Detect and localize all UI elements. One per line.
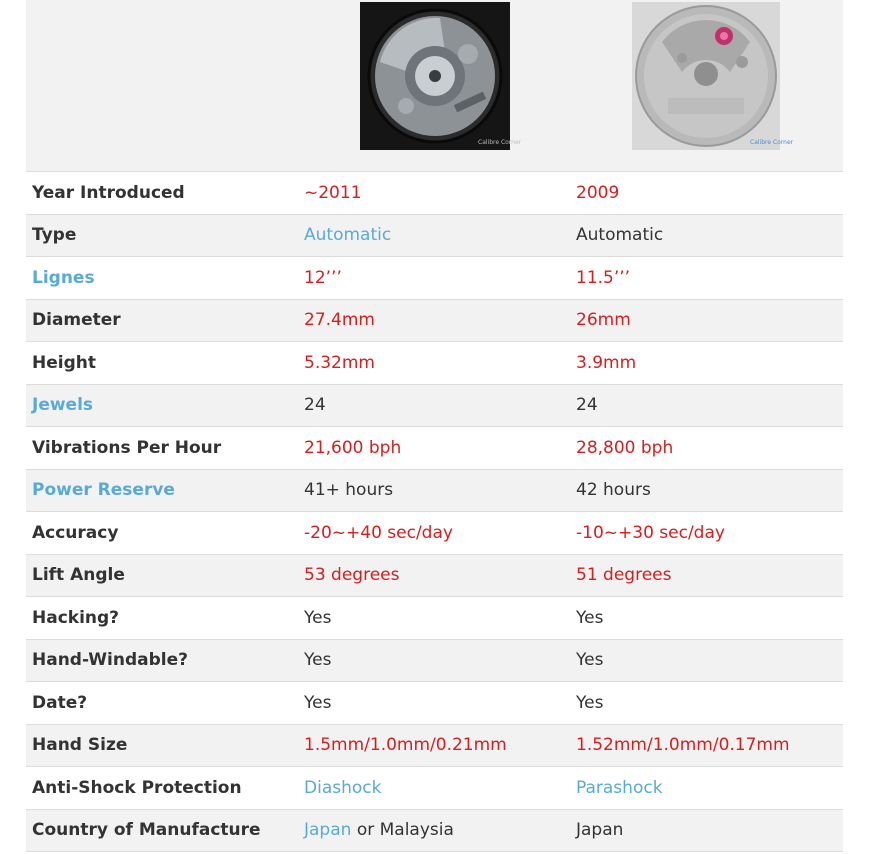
table-row <box>26 682 843 725</box>
right-value: 51 degrees <box>576 565 672 586</box>
row-label: Anti-Shock Protection <box>32 777 242 798</box>
left-value: 1.5mm/1.0mm/0.21mm <box>304 735 507 756</box>
table-row <box>26 640 843 683</box>
left-value-link[interactable]: Automatic <box>304 225 392 246</box>
right-value: 28,800 bph <box>576 437 674 458</box>
row-label: Hand Size <box>32 735 128 756</box>
comparison-table <box>26 0 843 852</box>
left-value: 21,600 bph <box>304 437 402 458</box>
table-row <box>26 597 843 640</box>
right-value: Japan <box>576 820 624 841</box>
japan-link[interactable]: Japan <box>304 820 352 841</box>
right-value: Yes <box>576 650 604 671</box>
row-label: Vibrations Per Hour <box>32 437 222 458</box>
right-value: 42 hours <box>576 480 651 501</box>
right-value: 1.52mm/1.0mm/0.17mm <box>576 735 790 756</box>
svg-text:Calibre Corner: Calibre Corner <box>750 139 794 146</box>
left-value: Yes <box>304 607 332 628</box>
table-row <box>26 427 843 470</box>
row-label: Date? <box>32 692 88 713</box>
table-header <box>26 0 843 172</box>
row-label: Year Introduced <box>32 182 185 203</box>
left-value: 5.32mm <box>304 352 375 373</box>
right-value: 11.5’’’ <box>576 267 631 288</box>
right-value: -10~+30 sec/day <box>576 522 725 543</box>
left-value: 41+ hours <box>304 480 394 501</box>
left-value: 27.4mm <box>304 310 375 331</box>
table-row <box>26 725 843 768</box>
left-value: Yes <box>304 692 332 713</box>
svg-text:Calibre Corner: Calibre Corner <box>478 139 522 146</box>
left-value <box>298 820 570 840</box>
left-value: Yes <box>304 650 332 671</box>
row-label: Type <box>32 225 77 246</box>
right-value: Yes <box>576 692 604 713</box>
right-value: 26mm <box>576 310 631 331</box>
table-row <box>26 512 843 555</box>
left-value: -20~+40 sec/day <box>304 522 453 543</box>
table-row <box>26 555 843 598</box>
table-row <box>26 385 843 428</box>
left-value-rest: or Malaysia <box>351 820 454 841</box>
right-value: Yes <box>576 607 604 628</box>
row-label: Height <box>32 352 96 373</box>
table-row <box>26 767 843 810</box>
right-value: 2009 <box>576 182 620 203</box>
row-label: Country of Manufacture <box>32 820 261 841</box>
left-value-link[interactable]: Diashock <box>304 777 382 798</box>
row-label-link[interactable]: Lignes <box>32 267 95 288</box>
row-label: Hacking? <box>32 607 120 628</box>
left-value: 12’’’ <box>304 267 342 288</box>
table-row <box>26 810 843 853</box>
table-row <box>26 300 843 343</box>
left-value: 24 <box>304 395 326 416</box>
movement-photo-right <box>632 2 794 150</box>
row-label-link[interactable]: Jewels <box>32 395 94 416</box>
table-row <box>26 215 843 258</box>
table-row <box>26 342 843 385</box>
table-row <box>26 172 843 215</box>
table-row <box>26 470 843 513</box>
row-label: Lift Angle <box>32 565 125 586</box>
right-value-link[interactable]: Parashock <box>576 777 663 798</box>
left-value: 53 degrees <box>304 565 400 586</box>
movement-photo-left <box>360 2 522 150</box>
right-value: 3.9mm <box>576 352 637 373</box>
row-label: Hand-Windable? <box>32 650 188 671</box>
table-row <box>26 257 843 300</box>
right-value: Automatic <box>576 225 664 246</box>
right-value: 24 <box>576 395 598 416</box>
left-value: ~2011 <box>304 182 362 203</box>
row-label: Accuracy <box>32 522 119 543</box>
row-label: Diameter <box>32 310 121 331</box>
row-label-link[interactable]: Power Reserve <box>32 480 175 501</box>
